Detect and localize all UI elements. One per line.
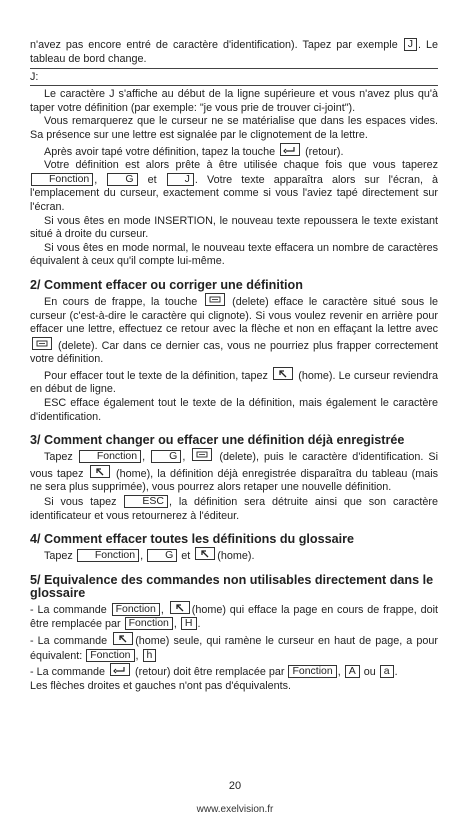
s2-p1-text-end: (delete). Car dans ce dernier cas, vous ne pourriez plus frapper correctement votre définition.: [30, 339, 438, 366]
delete-key-icon: [32, 337, 52, 350]
key-fonction: Fonction: [86, 649, 134, 662]
s1-paragraph-4: Votre définition est alors prête à être utilisée chaque fois que vous taperez Fonction , G et J . Votre texte apparaîtra alors sur l'écran, à l'emplacement du curseur, exactement comme si vous l'aviez tapé directement sur l'écran.: [30, 159, 439, 213]
s3-p2-text: Si vous tapez: [44, 496, 117, 509]
s1-p4-text: Votre définition est alors prête à être utilisée chaque fois que vous taperez: [44, 159, 438, 172]
s3-p2-text-end: , la définition sera détruite ainsi que son caractère identificateur et vous retournerez à l'éditeur.: [30, 496, 438, 522]
editor-line: J:: [30, 71, 39, 84]
s3-paragraph-2: [30, 495, 438, 523]
s5-l1-text-mid: (home) qui efface la page en cours de frappe, doit être remplacée par: [30, 603, 439, 631]
delete-key-icon: [192, 448, 212, 461]
key-fonction: Fonction: [31, 173, 93, 186]
s3-p1-text-end: (home), la définition déjà enregistrée disparaîtra du tableau (mais ne sera plus supprimée), vous pourrez alors retaper une nouvelle définition.: [30, 467, 439, 494]
s5-ou: ou: [363, 666, 376, 679]
key-g: G: [147, 549, 177, 562]
s5-l2-text: - La commande: [30, 635, 108, 647]
s4-tapez: Tapez: [44, 550, 73, 563]
editor-bottom-rule: [30, 85, 438, 86]
s3-paragraph-1: Tapez Fonction , G , (delete), puis le caractère d'identification. Si vous tapez (home), la définition déjà enregistrée disparaîtra du tableau (mais ne sera plus supprimée), vous pourrez alors retaper une nouvelle définition.: [30, 450, 439, 494]
intro-text-end: . Le tableau de bord change.: [30, 39, 438, 65]
s2-p2-text-end: (home). Le curseur reviendra en début de ligne.: [30, 369, 439, 396]
s5-line-2: - La commande (home) seule, qui ramène le curseur en haut de page, a pour équivalent: Fonction , h: [30, 632, 438, 663]
s2-paragraph-1: [30, 293, 438, 367]
key-h-upper: H: [181, 617, 197, 630]
s3-p1-text: (delete), puis le caractère d'identification. Si vous tapez: [30, 451, 439, 480]
s5-line-4: Les flèches droites et gauches n'ont pas d'équivalents.: [30, 679, 292, 692]
s5-l3-text-mid: (retour) doit être remplacée par: [135, 666, 285, 679]
key-a-upper: A: [345, 665, 360, 678]
key-fonction: Fonction: [288, 665, 336, 678]
s1-p3-text-end: (retour).: [305, 145, 344, 158]
home-key-icon: [195, 547, 215, 560]
s2-p2-text: Pour effacer tout le texte de la définition, tapez: [44, 369, 268, 382]
home-key-icon: [273, 367, 293, 380]
page-content: [30, 38, 438, 693]
s1-paragraph-6: Si vous êtes en mode normal, le nouveau texte effacera un nombre de caractères équivalent à ceux qu'il compte lui-même.: [30, 241, 438, 268]
key-j: J: [167, 173, 194, 186]
return-key-icon: [110, 663, 130, 676]
home-key-icon: [170, 601, 190, 614]
s2-paragraph-3: ESC efface également tout le texte de la définition, mais également le caractère d'identification.: [30, 397, 438, 423]
s1-p4-text-end: . Votre texte apparaîtra alors sur l'écran, à l'emplacement du curseur, exactement comme si vous l'aviez tapé directement sur l'écran.: [30, 173, 439, 213]
s5-l3-text: - La commande: [30, 666, 106, 679]
s1-paragraph-1: Le caractère J s'affiche au début de la ligne supérieure et vous n'avez plus qu'à taper votre définition (par exemple: "je vous prie de trouver ci-joint").: [30, 88, 438, 114]
key-esc: ESC: [124, 495, 168, 508]
key-j: J: [404, 38, 417, 51]
s3-tapez: Tapez: [44, 451, 73, 464]
home-key-icon: [113, 632, 133, 645]
key-fonction: Fonction: [112, 603, 160, 616]
delete-key-icon: [205, 293, 225, 306]
section-4-heading: 4/ Comment effacer toutes les définitions du glossaire: [30, 532, 355, 547]
s2-p1-text-mid: (delete) efface le caractère situé sous le curseur (c'est-à-dire le caractère qui clignote). Si vous voulez revenir en arrière pour effacer une lettre, effectuez ce retour avec la flèche et non en effaçant la lettre avec: [30, 295, 438, 336]
s4-home: (home).: [217, 550, 255, 563]
section-5-heading: 5/ Equivalence des commandes non utilisables directement dans le glossaire: [30, 572, 434, 600]
key-fonction: Fonction: [125, 617, 173, 630]
footer-url: www.exelvision.fr: [196, 804, 274, 815]
key-g: G: [151, 450, 181, 463]
s1-paragraph-2: Vous remarquerez que le curseur ne se matérialise que dans les espaces vides. Sa présence sur une lettre est signalée par le clignotement de la lettre.: [30, 115, 438, 141]
key-a-lower: a: [380, 665, 394, 678]
section-2-heading: 2/ Comment effacer ou corriger une définition: [30, 277, 303, 292]
s5-l2-text-mid: (home) seule, qui ramène le curseur en haut de page, a pour équivalent:: [30, 635, 438, 662]
s4-paragraph-1: Tapez Fonction , G et (home).: [44, 549, 255, 563]
key-fonction: Fonction: [77, 549, 139, 562]
key-h-lower: h: [143, 649, 157, 662]
s1-paragraph-5: Si vous êtes en mode INSERTION, le nouveau texte repoussera le texte existant situé à droite du curseur.: [30, 214, 438, 241]
home-key-icon: [90, 465, 110, 478]
intro-text: n'avez pas encore entré de caractère d'identification). Tapez par exemple: [30, 39, 403, 51]
s1-p3-text: Après avoir tapé votre définition, tapez la touche: [44, 145, 276, 158]
s5-line-1: - La commande Fonction , (home) qui efface la page en cours de frappe, doit être remplacée par Fonction , H .: [30, 602, 439, 631]
s4-et: et: [181, 550, 191, 563]
key-g: G: [107, 173, 137, 186]
editor-illustration: [30, 68, 438, 86]
key-fonction: Fonction: [79, 450, 141, 463]
s2-paragraph-2: [30, 367, 438, 397]
s1-p4-et: et: [147, 173, 157, 186]
s5-line-3: - La commande (retour) doit être remplacée par Fonction , A ou a .: [30, 665, 398, 679]
s1-paragraph-3: [30, 143, 438, 160]
section-3-heading: 3/ Comment changer ou effacer une définition déjà enregistrée: [30, 433, 405, 448]
return-key-icon: [280, 143, 300, 156]
s5-l1-text: - La commande: [30, 603, 107, 616]
intro-paragraph: [30, 38, 438, 66]
page-number: 20: [228, 780, 242, 792]
s2-p1-text: En cours de frappe, la touche: [44, 295, 198, 308]
